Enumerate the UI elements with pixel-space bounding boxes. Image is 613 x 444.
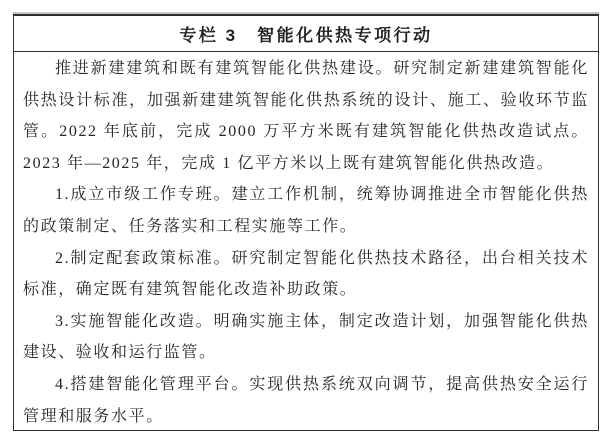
paragraph-intro: 推进新建建筑和既有建筑智能化供热建设。研究制定新建建筑智能化供热设计标准，加强新建建筑智能化供热系统的设计、施工、验收环节监管。2022 年底前，完成 2000 万平方米既有建筑智能化供热改造试点。2023 年—2025 年，完成 1 亿平方米以上既有建筑智能化供热改造。 <box>23 60 589 172</box>
box-header <box>14 16 598 52</box>
paragraph-task-2: 2.制定配套政策标准。研究制定智能化供热技术路径，出台相关技术标准，确定既有建筑智能化改造补助政策。 <box>23 249 589 299</box>
box-body <box>14 52 598 432</box>
paragraph-task-4: 4.搭建智能化管理平台。实现供热系统双向调节，提高供热安全运行管理和服务水平。 <box>23 375 589 425</box>
box-title: 专栏 3 智能化供热专项行动 <box>179 26 433 45</box>
paragraph-task-3: 3.实施智能化改造。明确实施主体，制定改造计划，加强智能化供热建设、验收和运行监管。 <box>23 312 589 362</box>
paragraph-task-1: 1.成立市级工作专班。建立工作机制，统筹协调推进全市智能化供热的政策制定、任务落实和工程实施等工作。 <box>23 186 589 235</box>
special-action-box <box>13 14 599 431</box>
